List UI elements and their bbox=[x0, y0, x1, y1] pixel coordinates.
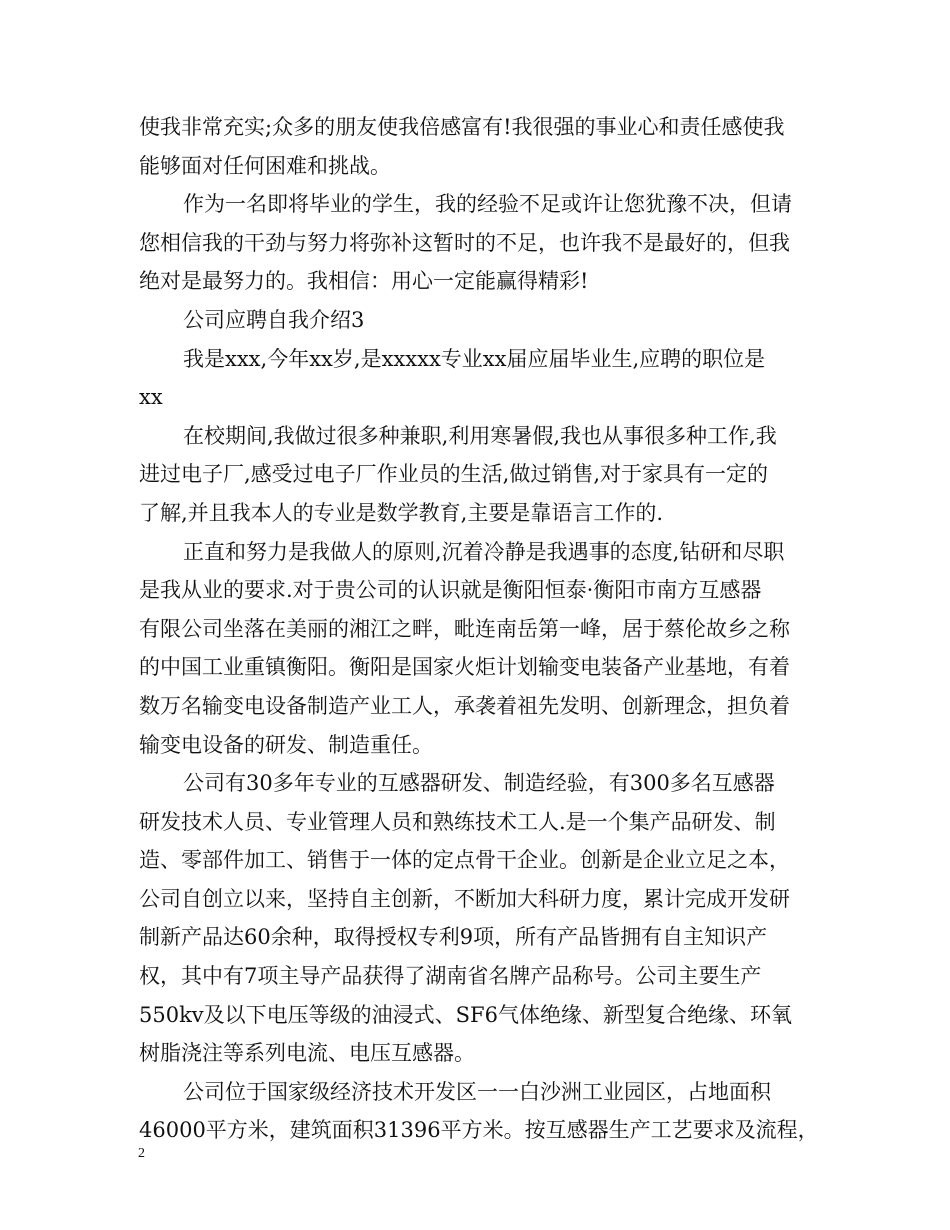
page-number: 2 bbox=[138, 1146, 145, 1161]
section-heading: 公司应聘自我介绍3 bbox=[183, 307, 365, 332]
text-line: 550kv及以下电压等级的油浸式、SF6气体绝缘、新型复合绝缘、环氧 bbox=[139, 1002, 792, 1027]
body-text bbox=[139, 108, 839, 1150]
text-line: 进过电子厂,感受过电子厂作业员的生活,做过销售,对于家具有一定的 bbox=[139, 462, 769, 487]
text-line: 使我非常充实;众多的朋友使我倍感富有!我很强的事业心和责任感使我 bbox=[139, 115, 785, 139]
text-line: xx bbox=[139, 385, 163, 410]
text-line: 输变电设备的研发、制造重任。 bbox=[139, 732, 433, 757]
text-line: 46000平方米，建筑面积31396平方米。按互感器生产工艺要求及流程， bbox=[139, 1118, 819, 1143]
text-line: 能够面对任何困难和挑战。 bbox=[139, 153, 391, 178]
text-line: 权，其中有7项主导产品获得了湖南省名牌产品称号。公司主要生产 bbox=[139, 964, 762, 989]
text-line: 公司自创立以来，坚持自主创新，不断加大科研力度，累计完成开发研 bbox=[139, 886, 790, 911]
paragraph-first-line: 正直和努力是我做人的原则,沉着冷静是我遇事的态度,钻研和尽职 bbox=[183, 539, 785, 564]
text-line: 绝对是最努力的。我相信：用心一定能赢得精彩! bbox=[139, 269, 589, 294]
paragraph-first-line: 作为一名即将毕业的学生，我的经验不足或许让您犹豫不决，但请 bbox=[183, 192, 792, 217]
paragraph-first-line: 公司位于国家级经济技术开发区一一白沙洲工业园区，占地面积 bbox=[183, 1079, 771, 1104]
text-line: 研发技术人员、专业管理人员和熟练技术工人.是一个集产品研发、制 bbox=[139, 809, 776, 834]
text-line: 造、零部件加工、销售于一体的定点骨干企业。创新是企业立足之本， bbox=[139, 848, 790, 873]
text-line: 数万名输变电设备制造产业工人，承袭着祖先发明、创新理念，担负着 bbox=[139, 693, 790, 718]
text-line: 的中国工业重镇衡阳。衡阳是国家火炬计划输变电装备产业基地，有着 bbox=[139, 655, 790, 680]
text-line: 树脂浇注等系列电流、电压互感器。 bbox=[139, 1041, 475, 1066]
text-line: 了解,并且我本人的专业是数学教育,主要是靠语言工作的. bbox=[139, 500, 664, 525]
paragraph-first-line: 我是xxx,今年xx岁,是xxxxx专业xx届应届毕业生,应聘的职位是 bbox=[183, 346, 766, 371]
text-line: 是我从业的要求.对于贵公司的认识就是衡阳恒泰·衡阳市南方互感器 bbox=[139, 578, 762, 603]
paragraph-first-line: 公司有30多年专业的互感器研发、制造经验，有300多名互感器 bbox=[183, 771, 775, 796]
text-line: 制新产品达60余种，取得授权专利9项，所有产品皆拥有自主知识产 bbox=[139, 925, 768, 950]
text-line: 您相信我的干劲与努力将弥补这暂时的不足，也许我不是最好的，但我 bbox=[139, 230, 790, 255]
paragraph-first-line: 在校期间,我做过很多种兼职,利用寒暑假,我也从事很多种工作,我 bbox=[183, 423, 777, 448]
text-line: 有限公司坐落在美丽的湘江之畔，毗连南岳第一峰，居于蔡伦故乡之称 bbox=[139, 616, 790, 641]
